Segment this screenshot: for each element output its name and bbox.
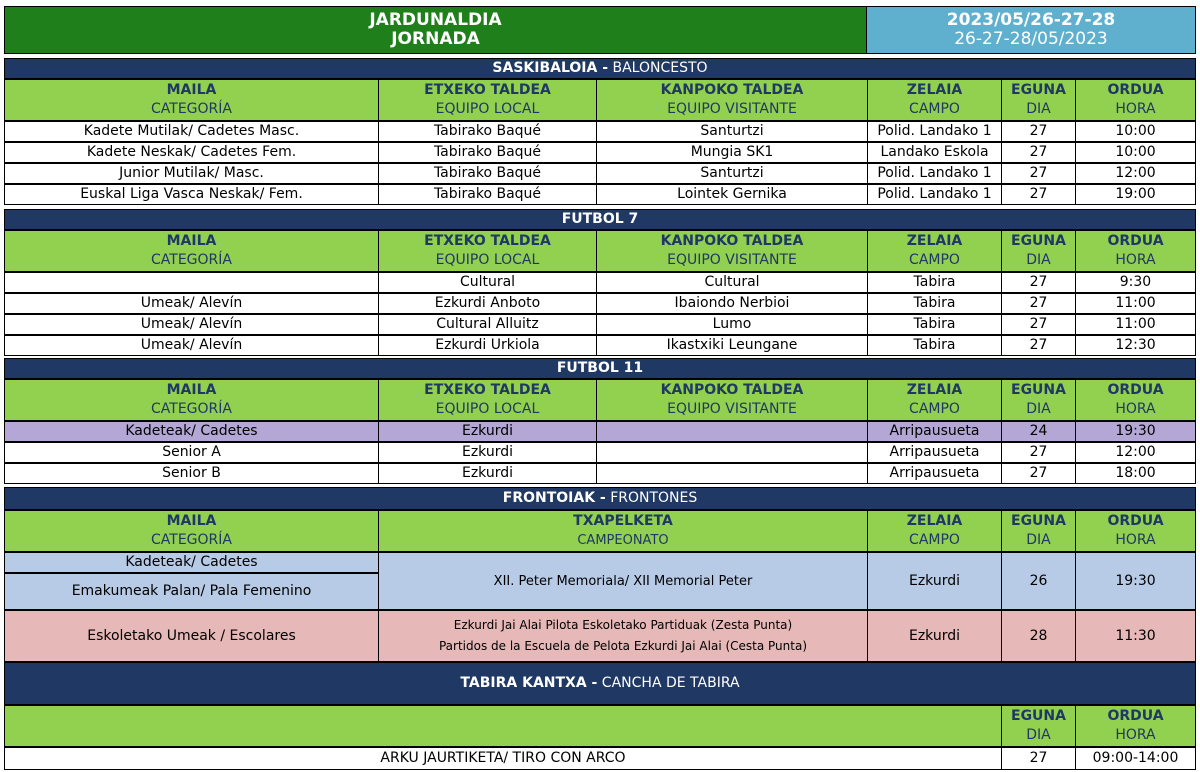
match-row — [4, 314, 1196, 335]
section-futbol11-bold: FUTBOL 11 — [556, 360, 644, 376]
day-cell — [1001, 421, 1075, 442]
home-team: Tabirako Baqué — [433, 186, 542, 202]
day: 27 — [1029, 337, 1048, 353]
tabira-hora: 09:00-14:00 — [1092, 750, 1179, 766]
day: 27 — [1029, 274, 1048, 290]
away-team-cell — [596, 272, 867, 293]
date-cell — [866, 6, 1196, 54]
venue: Tabira — [913, 274, 956, 290]
header-eguna: EGUNA DIA — [1001, 379, 1075, 421]
category: Euskal Liga Vasca Neskak/ Fem. — [80, 186, 303, 202]
away-team-cell — [596, 314, 867, 335]
category-cell — [4, 442, 378, 463]
header-ordua: ORDUA HORA — [1075, 79, 1196, 121]
venue-cell — [867, 335, 1001, 356]
date-es: 26-27-28/05/2023 — [954, 29, 1108, 49]
away-team-cell — [596, 293, 867, 314]
venue: Arripausueta — [889, 444, 980, 460]
category-cell — [4, 293, 378, 314]
header-eguna: EGUNA DIA — [1001, 79, 1075, 121]
time: 11:00 — [1115, 295, 1156, 311]
match-row — [4, 335, 1196, 356]
header-eguna: EGUNA DIA — [1001, 230, 1075, 272]
section-tabira-bold: TABIRA KANTXA - — [460, 675, 598, 691]
section-futbol11-title — [4, 358, 1196, 379]
home-team: Ezkurdi — [461, 444, 514, 460]
category-cell — [4, 421, 378, 442]
time: 12:30 — [1115, 337, 1156, 353]
match-row — [4, 272, 1196, 293]
home-team: Cultural — [459, 274, 516, 290]
section-basket-bold: SASKIBALOIA - — [492, 60, 609, 76]
day-cell — [1001, 442, 1075, 463]
category: Umeak/ Alevín — [140, 316, 243, 332]
time-cell — [1075, 142, 1196, 163]
tabira-dia-cell — [1001, 747, 1075, 770]
header-maila: MAILA CATEGORÍA — [4, 379, 378, 421]
section-frontoiak-bold: FRONTOIAK - — [502, 490, 606, 506]
frontoiak-header-row — [4, 510, 1196, 552]
fronton-dia-1: 26 — [1029, 572, 1048, 589]
away-team: Santurtzi — [700, 165, 764, 181]
home-team-cell — [378, 421, 596, 442]
category: Kadete Mutilak/ Cadetes Masc. — [83, 123, 300, 139]
fronton-campo-2: Ezkurdi — [908, 627, 961, 644]
category-cell — [4, 463, 378, 484]
basket-header-row — [4, 79, 1196, 121]
header-ordua: ORDUA HORA — [1075, 230, 1196, 272]
header-kanpoko: KANPOKO TALDEA EQUIPO VISITANTE — [596, 230, 867, 272]
header-ordua: ORDUA HORA — [1075, 379, 1196, 421]
header-ordua: ORDUA HORA — [1075, 705, 1196, 747]
category-cell — [4, 163, 378, 184]
fronton-hora-2: 11:30 — [1115, 627, 1156, 644]
time-cell — [1075, 163, 1196, 184]
home-team-cell — [378, 142, 596, 163]
fronton-campo-1: Ezkurdi — [908, 572, 961, 589]
header-maila: MAILA CATEGORÍA — [4, 230, 378, 272]
tabira-hora-cell — [1075, 747, 1196, 770]
fronton-row-2 — [4, 610, 1196, 662]
schedule-sheet — [4, 6, 1196, 772]
venue: Arripausueta — [889, 465, 980, 481]
day: 27 — [1029, 444, 1048, 460]
header-txapelketa: TXAPELKETA CAMPEONATO — [378, 510, 867, 552]
header-etxeko: ETXEKO TALDEA EQUIPO LOCAL — [378, 79, 596, 121]
day: 27 — [1029, 144, 1048, 160]
header-kanpoko: KANPOKO TALDEA EQUIPO VISITANTE — [596, 379, 867, 421]
venue: Polid. Landako 1 — [877, 186, 992, 202]
time: 9:30 — [1119, 274, 1152, 290]
section-tabira-title — [4, 662, 1196, 705]
day-cell — [1001, 293, 1075, 314]
day-cell — [1001, 121, 1075, 142]
home-team: Ezkurdi — [461, 465, 514, 481]
day-cell — [1001, 335, 1075, 356]
venue: Tabira — [913, 295, 956, 311]
home-team: Tabirako Baqué — [433, 144, 542, 160]
day: 27 — [1029, 316, 1048, 332]
home-team: Tabirako Baqué — [433, 165, 542, 181]
category-cell — [4, 272, 378, 293]
venue-cell — [867, 442, 1001, 463]
fronton-hora-1: 19:30 — [1115, 572, 1156, 589]
time-cell — [1075, 442, 1196, 463]
away-team-cell — [596, 442, 867, 463]
tabira-activity: ARKU JAURTIKETA/ TIRO CON ARCO — [380, 750, 626, 766]
time-cell — [1075, 421, 1196, 442]
fronton-comp-1-cell — [378, 552, 867, 610]
category: Junior Mutilak/ Masc. — [119, 165, 264, 181]
venue-cell — [867, 184, 1001, 205]
jornada-title-es: JORNADA — [391, 29, 480, 49]
category: Kadete Neskak/ Cadetes Fem. — [86, 144, 297, 160]
day: 27 — [1029, 295, 1048, 311]
category-cell — [4, 335, 378, 356]
time-cell — [1075, 335, 1196, 356]
away-team-cell — [596, 463, 867, 484]
tabira-header-row — [4, 705, 1196, 747]
away-team: Santurtzi — [700, 123, 764, 139]
home-team: Ezkurdi — [461, 423, 514, 439]
fronton-cat-b: Emakumeak Palan/ Pala Femenino — [71, 583, 312, 599]
day-cell — [1001, 463, 1075, 484]
home-team-cell — [378, 335, 596, 356]
tabira-row — [4, 747, 1196, 770]
header-ordua: ORDUA HORA — [1075, 510, 1196, 552]
venue-cell — [867, 314, 1001, 335]
home-team: Ezkurdi Urkiola — [435, 337, 540, 353]
match-row — [4, 421, 1196, 442]
fronton-campo-1-cell — [867, 552, 1001, 610]
fronton-dia-1-cell — [1001, 552, 1075, 610]
section-tabira-rest: CANCHA DE TABIRA — [597, 675, 740, 691]
fronton-dia-2: 28 — [1029, 627, 1048, 644]
match-row — [4, 121, 1196, 142]
venue: Polid. Landako 1 — [877, 165, 992, 181]
time: 10:00 — [1115, 123, 1156, 139]
fronton-cat-2: Eskoletako Umeak / Escolares — [87, 627, 296, 644]
jornada-title-eu: JARDUNALDIA — [369, 10, 502, 30]
day: 27 — [1029, 123, 1048, 139]
header-eguna: EGUNA DIA — [1001, 510, 1075, 552]
jornada-title-cell — [4, 6, 866, 54]
away-team: Lointek Gernika — [677, 186, 787, 202]
tabira-dia: 27 — [1029, 750, 1048, 766]
match-row — [4, 293, 1196, 314]
time: 19:00 — [1115, 186, 1156, 202]
away-team-cell — [596, 142, 867, 163]
category-cell — [4, 121, 378, 142]
match-row — [4, 442, 1196, 463]
section-basket-title — [4, 58, 1196, 79]
home-team-cell — [378, 184, 596, 205]
category: Senior B — [162, 465, 221, 481]
away-team: Mungia SK1 — [690, 144, 774, 160]
section-frontoiak-title — [4, 487, 1196, 510]
header-etxeko: ETXEKO TALDEA EQUIPO LOCAL — [378, 230, 596, 272]
day: 27 — [1029, 465, 1048, 481]
day-cell — [1001, 163, 1075, 184]
match-row — [4, 184, 1196, 205]
away-team-cell — [596, 121, 867, 142]
time-cell — [1075, 463, 1196, 484]
home-team-cell — [378, 463, 596, 484]
section-futbol7-title — [4, 209, 1196, 230]
futbol7-header-row — [4, 230, 1196, 272]
day-cell — [1001, 314, 1075, 335]
fronton-hora-1-cell — [1075, 552, 1196, 610]
header-zelaia: ZELAIA CAMPO — [867, 379, 1001, 421]
match-row — [4, 463, 1196, 484]
fronton-cat-a: Kadeteak/ Cadetes — [125, 554, 258, 570]
away-team: Ikastxiki Leungane — [666, 337, 798, 353]
fronton-comp-2-cell — [378, 610, 867, 662]
fronton-cat-b-cell — [4, 573, 378, 610]
time: 11:00 — [1115, 316, 1156, 332]
away-team-cell — [596, 184, 867, 205]
fronton-comp-1: XII. Peter Memoriala/ XII Memorial Peter — [493, 573, 753, 589]
away-team-cell — [596, 421, 867, 442]
home-team-cell — [378, 272, 596, 293]
home-team: Ezkurdi Anboto — [434, 295, 541, 311]
fronton-cat-a-cell — [4, 552, 378, 573]
venue-cell — [867, 463, 1001, 484]
day-cell — [1001, 272, 1075, 293]
category-cell — [4, 142, 378, 163]
home-team: Tabirako Baqué — [433, 123, 542, 139]
venue: Arripausueta — [889, 423, 980, 439]
fronton-cat-2-cell — [4, 610, 378, 662]
time: 12:00 — [1115, 165, 1156, 181]
fronton-hora-2-cell — [1075, 610, 1196, 662]
fronton-comp-2-es: Partidos de la Escuela de Pelota Ezkurdi Jai Alai (Cesta Punta) — [438, 639, 808, 653]
futbol11-header-row — [4, 379, 1196, 421]
day: 27 — [1029, 165, 1048, 181]
time: 12:00 — [1115, 444, 1156, 460]
away-team: Cultural — [704, 274, 760, 290]
fronton-comp-2-eu: Ezkurdi Jai Alai Pilota Eskoletako Partiduak (Zesta Punta) — [453, 618, 793, 632]
home-team-cell — [378, 314, 596, 335]
venue-cell — [867, 163, 1001, 184]
day-cell — [1001, 142, 1075, 163]
venue-cell — [867, 142, 1001, 163]
home-team-cell — [378, 163, 596, 184]
header-zelaia: ZELAIA CAMPO — [867, 510, 1001, 552]
home-team-cell — [378, 121, 596, 142]
away-team: Lumo — [712, 316, 752, 332]
time-cell — [1075, 121, 1196, 142]
away-team: Ibaiondo Nerbioi — [674, 295, 790, 311]
home-team: Cultural Alluitz — [436, 316, 539, 332]
home-team-cell — [378, 442, 596, 463]
venue: Landako Eskola — [880, 144, 989, 160]
away-team-cell — [596, 335, 867, 356]
category-cell — [4, 314, 378, 335]
category: Umeak/ Alevín — [140, 337, 243, 353]
away-team-cell — [596, 163, 867, 184]
category: Umeak/ Alevín — [140, 295, 243, 311]
time: 10:00 — [1115, 144, 1156, 160]
tabira-activity-cell — [4, 747, 1001, 770]
header-zelaia: ZELAIA CAMPO — [867, 79, 1001, 121]
category-cell — [4, 184, 378, 205]
fronton-campo-2-cell — [867, 610, 1001, 662]
section-frontoiak-rest: FRONTONES — [605, 490, 698, 506]
section-basket-rest: BALONCESTO — [608, 60, 708, 76]
match-row — [4, 142, 1196, 163]
venue-cell — [867, 421, 1001, 442]
header-blank — [4, 705, 1001, 747]
venue: Tabira — [913, 316, 956, 332]
header-eguna: EGUNA DIA — [1001, 705, 1075, 747]
venue-cell — [867, 121, 1001, 142]
day: 27 — [1029, 186, 1048, 202]
banner-row — [4, 6, 1196, 54]
header-zelaia: ZELAIA CAMPO — [867, 230, 1001, 272]
venue-cell — [867, 293, 1001, 314]
time-cell — [1075, 293, 1196, 314]
category: Senior A — [162, 444, 221, 460]
header-maila: MAILA CATEGORÍA — [4, 510, 378, 552]
header-etxeko: ETXEKO TALDEA EQUIPO LOCAL — [378, 379, 596, 421]
day-cell — [1001, 184, 1075, 205]
header-kanpoko: KANPOKO TALDEA EQUIPO VISITANTE — [596, 79, 867, 121]
time: 18:00 — [1115, 465, 1156, 481]
fronton-dia-2-cell — [1001, 610, 1075, 662]
section-futbol7-bold: FUTBOL 7 — [561, 211, 639, 227]
category: Kadeteak/ Cadetes — [125, 423, 258, 439]
day: 24 — [1029, 423, 1048, 439]
time-cell — [1075, 184, 1196, 205]
venue-cell — [867, 272, 1001, 293]
time: 19:30 — [1115, 423, 1156, 439]
fronton-row-1 — [4, 552, 1196, 610]
match-row — [4, 163, 1196, 184]
time-cell — [1075, 314, 1196, 335]
header-maila: MAILA CATEGORÍA — [4, 79, 378, 121]
time-cell — [1075, 272, 1196, 293]
venue: Tabira — [913, 337, 956, 353]
home-team-cell — [378, 293, 596, 314]
date-eu: 2023/05/26-27-28 — [946, 10, 1116, 30]
venue: Polid. Landako 1 — [877, 123, 992, 139]
